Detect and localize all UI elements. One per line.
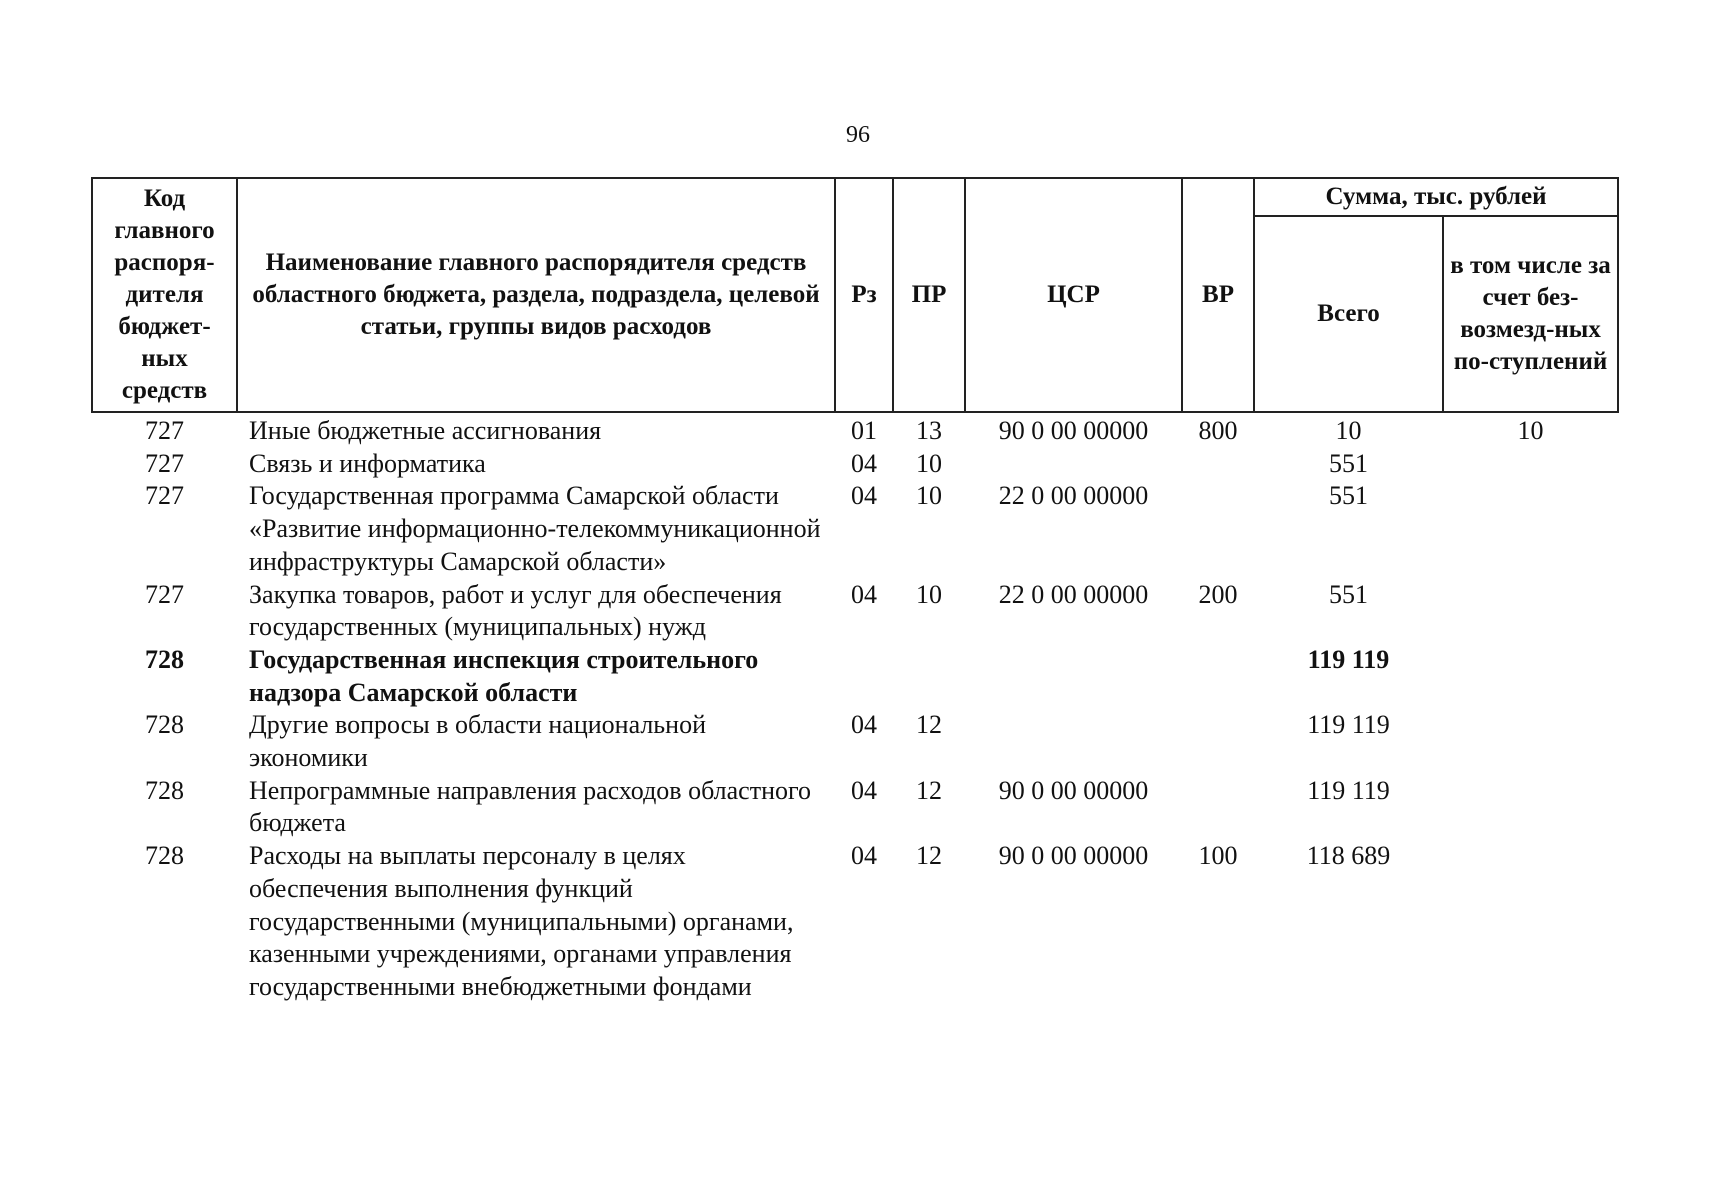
cell-rz: 04 [851, 710, 877, 740]
header-name: Наименование главного распорядителя средств областного бюджета, раздела, подраздела, целевой статьи, группы видов расходов [237, 178, 835, 412]
cell-including [1443, 480, 1618, 578]
header-total: Всего [1254, 216, 1443, 412]
cell-csr: 90 0 00 00000 [998, 775, 1149, 805]
cell-pr: 13 [916, 416, 942, 445]
cell-pr: 12 [916, 841, 942, 871]
cell-csr: 22 0 00 00000 [998, 579, 1149, 609]
budget-table [91, 177, 1619, 1004]
cell-pr: 12 [916, 710, 942, 740]
cell-code: 727 [145, 579, 184, 609]
cell-name: Другие вопросы в области национальной экономики [249, 710, 706, 773]
cell-code: 728 [145, 710, 184, 740]
cell-code: 728 [145, 644, 184, 674]
cell-code: 728 [145, 775, 184, 805]
cell-pr: 10 [916, 448, 942, 478]
table-row [92, 840, 1618, 1004]
header-vr: ВР [1182, 178, 1254, 412]
cell-code: 727 [145, 448, 184, 478]
cell-total: 119 119 [1307, 644, 1390, 674]
header-including: в том числе за счет без-возмезд-ных по-ступлений [1443, 216, 1618, 412]
cell-code: 727 [145, 481, 184, 511]
cell-total: 551 [1329, 481, 1368, 511]
cell-vr: 800 [1198, 416, 1238, 445]
cell-code: 728 [145, 841, 184, 871]
header-code: Код главного распоря-дителя бюджет-ных средств [92, 178, 237, 412]
cell-name: Закупка товаров, работ и услуг для обеспечения государственных (муниципальных) нужд [249, 579, 782, 642]
cell-rz [835, 644, 893, 709]
cell-name: Иные бюджетные ассигнования [249, 416, 602, 445]
cell-rz: 04 [851, 448, 877, 478]
cell-vr: 100 [1198, 841, 1238, 871]
cell-vr [1182, 480, 1254, 578]
cell-total: 551 [1329, 448, 1368, 478]
table-row [92, 644, 1618, 709]
table-body [92, 412, 1618, 1004]
cell-code: 727 [145, 416, 184, 445]
cell-including [1443, 709, 1618, 774]
table-header [92, 178, 1618, 412]
cell-rz: 04 [851, 841, 877, 871]
cell-rz: 04 [851, 481, 877, 511]
cell-rz: 04 [851, 579, 877, 609]
cell-pr [893, 644, 965, 709]
table-row [92, 579, 1618, 644]
cell-vr [1182, 775, 1254, 840]
cell-vr [1182, 644, 1254, 709]
cell-csr: 90 0 00 00000 [998, 416, 1149, 445]
header-csr: ЦСР [965, 178, 1182, 412]
cell-including [1443, 579, 1618, 644]
budget-table-container [91, 177, 1617, 1004]
cell-including [1443, 448, 1618, 481]
table-row [92, 412, 1618, 448]
header-rz: Рз [835, 178, 893, 412]
cell-vr [1182, 448, 1254, 481]
cell-csr [965, 709, 1182, 774]
cell-name: Непрограммные направления расходов областного бюджета [249, 775, 811, 838]
table-row [92, 775, 1618, 840]
table-row [92, 448, 1618, 481]
cell-total: 119 119 [1307, 775, 1390, 805]
cell-rz: 04 [851, 775, 877, 805]
cell-including: 10 [1517, 416, 1544, 445]
cell-total: 10 [1335, 416, 1362, 445]
cell-pr: 10 [916, 481, 942, 511]
table-row [92, 709, 1618, 774]
cell-including [1443, 775, 1618, 840]
cell-including [1443, 840, 1618, 1004]
cell-csr: 90 0 00 00000 [998, 841, 1149, 871]
page-number: 96 [846, 122, 870, 148]
cell-total: 119 119 [1307, 710, 1390, 740]
cell-total: 118 689 [1306, 841, 1391, 871]
cell-name: Связь и информатика [249, 448, 486, 478]
cell-pr: 10 [916, 579, 942, 609]
cell-vr [1182, 709, 1254, 774]
cell-total: 551 [1329, 579, 1368, 609]
cell-name: Расходы на выплаты персоналу в целях обеспечения выполнения функций государственными (муниципальными) органами, казенными учреждениями, органами управления государственными внебюджетными фондами [249, 841, 794, 1001]
cell-csr [965, 448, 1182, 481]
cell-csr [965, 644, 1182, 709]
header-sum: Сумма, тыс. рублей [1254, 178, 1618, 216]
header-pr: ПР [893, 178, 965, 412]
cell-name: Государственная программа Самарской области «Развитие информационно-телекоммуникационной инфраструктуры Самарской области» [249, 481, 821, 576]
cell-pr: 12 [916, 775, 942, 805]
cell-csr: 22 0 00 00000 [998, 481, 1149, 511]
cell-rz: 01 [851, 416, 877, 445]
cell-including [1443, 644, 1618, 709]
table-row [92, 480, 1618, 578]
cell-name: Государственная инспекция строительного надзора Самарской области [249, 644, 759, 707]
cell-vr: 200 [1198, 579, 1238, 609]
